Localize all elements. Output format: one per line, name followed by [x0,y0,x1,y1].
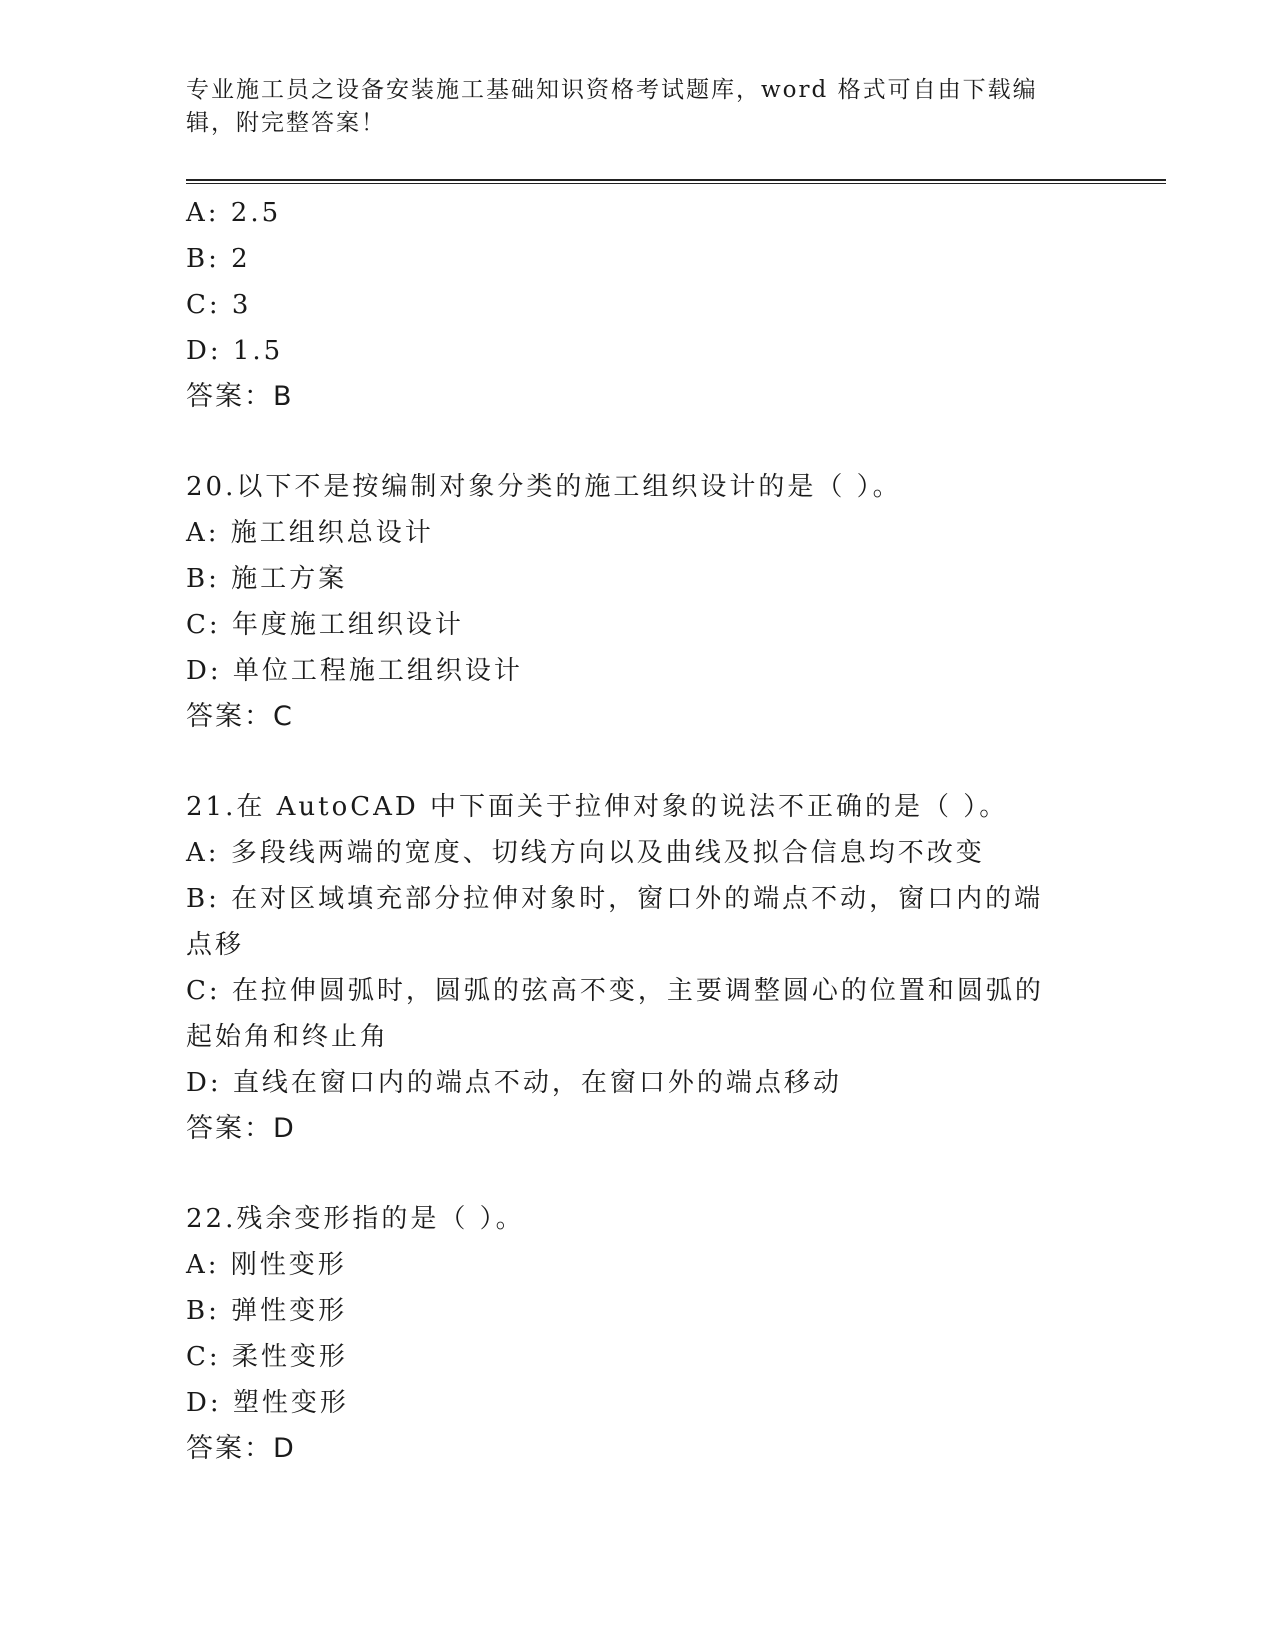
option-c: C: 3 [186,290,252,320]
spacer [186,1152,1086,1196]
option-b: B: 在对区域填充部分拉伸对象时，窗口外的端点不动，窗口内的端点移 [186,884,1044,960]
question-19 [186,190,1086,420]
option-c: C: 柔性变形 [186,1342,348,1372]
question-22 [186,1196,1086,1472]
answer: 答案：B [186,381,294,412]
option-a: A: 多段线两端的宽度、切线方向以及曲线及拟合信息均不改变 [186,838,985,868]
option-b: B: 2 [186,244,251,274]
option-b: B: 施工方案 [186,564,348,594]
document-header: 专业施工员之设备安装施工基础知识资格考试题库，word 格式可自由下载编辑，附完整答案！ [186,77,1038,136]
answer: 答案：D [186,1113,296,1144]
option-d: D: 直线在窗口内的端点不动，在窗口外的端点移动 [186,1068,842,1098]
option-c: C: 年度施工组织设计 [186,610,464,640]
question-text: 20.以下不是按编制对象分类的施工组织设计的是（ ）。 [186,472,902,502]
option-d: D: 塑性变形 [186,1388,349,1418]
spacer [186,420,1086,464]
spacer [186,740,1086,784]
question-20 [186,464,1086,740]
question-list [186,190,1086,1472]
question-text: 21.在 AutoCAD 中下面关于拉伸对象的说法不正确的是（ ）。 [186,792,1009,822]
option-c: C: 在拉伸圆弧时，圆弧的弦高不变，主要调整圆心的位置和圆弧的起始角和终止角 [186,976,1044,1052]
option-a: A: 施工组织总设计 [186,518,434,548]
answer: 答案：C [186,701,294,732]
answer: 答案：D [186,1433,296,1464]
option-a: A: 刚性变形 [186,1250,347,1280]
option-d: D: 1.5 [186,336,284,366]
question-text: 22.残余变形指的是（ ）。 [186,1204,525,1234]
header-divider [186,179,1166,184]
option-d: D: 单位工程施工组织设计 [186,656,523,686]
option-a: A: 2.5 [186,198,282,228]
option-b: B: 弹性变形 [186,1296,348,1326]
question-21 [186,784,1086,1152]
document-page [186,0,1166,1650]
